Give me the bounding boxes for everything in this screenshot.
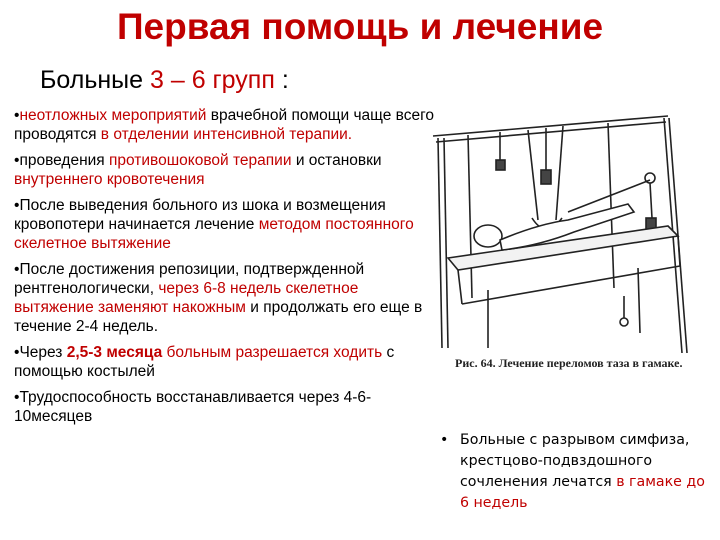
frame-left-post-2 [444, 138, 448, 348]
side-note-part-b: в гамаке до 6 недель [460, 474, 705, 511]
item-4-part-b: через 6-8 недель скелетное вытяжение заменяют накожным [14, 280, 359, 316]
bed-frame-bottom [462, 266, 680, 304]
item-6-part-a: Трудоспособность восстанавливается через 4-6-10месяцев [14, 389, 372, 425]
bullet-mark: • [14, 197, 20, 214]
bullet-list [14, 106, 439, 433]
hammock-traction-illustration [428, 108, 710, 376]
list-item-6 [14, 388, 439, 426]
item-2-part-c: и остановки [291, 152, 382, 169]
figure-caption: Рис. 64. Лечение переломов таза в гамаке. [455, 356, 683, 370]
list-item-3 [14, 196, 439, 253]
subtitle-groups: 3 – 6 групп [150, 66, 275, 94]
illustration-drawing [428, 108, 710, 376]
slide-subtitle [40, 66, 289, 95]
traction-cord [568, 180, 650, 212]
item-3-part-b: методом постоянного скелетное вытяжение [14, 216, 414, 252]
side-note-part-a: Больные с разрывом симфиза, крестцово-подвздошного сочленения лечатся [460, 432, 690, 490]
patient-head [474, 225, 502, 247]
frame-inner-post-2 [608, 123, 614, 288]
pulley [645, 173, 655, 183]
side-note-text [460, 430, 710, 514]
lower-chain-ring [620, 318, 628, 326]
side-note-bullet: • [440, 432, 449, 448]
item-5-part-c: больным разрешается ходить [162, 344, 383, 361]
item-4-part-c: и продолжать его еще в течение 2-4 недель. [14, 299, 423, 335]
item-2-part-d: внутреннего кровотечения [14, 171, 205, 188]
item-3-part-a: После выведения больного из шока и возмещения кровопотери начинается лечение [14, 197, 386, 233]
bed-leg-2 [638, 268, 640, 333]
item-1-part-a: неотложных мероприятий [19, 107, 207, 124]
side-note [440, 430, 710, 514]
list-item-5 [14, 343, 439, 381]
item-4-part-a: После достижения репозиции, подтвержденной рентгенологически, [14, 261, 365, 297]
list-item-2 [14, 151, 439, 189]
hammock-strap [528, 130, 538, 220]
slide-title: Первая помощь и лечение [116, 6, 604, 47]
item-2-part-a: проведения [19, 152, 109, 169]
traction-cord-2 [650, 183, 652, 218]
weight-middle [541, 170, 551, 184]
item-5-part-d: с помощью костылей [14, 344, 395, 380]
item-1-part-c: в отделении интенсивной терапии. [100, 126, 353, 143]
item-2-part-b: противошоковой терапии [109, 152, 292, 169]
frame-top-bar-2 [436, 122, 666, 142]
item-5-part-b: 2,5-3 месяца [66, 344, 163, 361]
bullet-mark: • [14, 152, 20, 169]
subtitle-suffix: : [274, 66, 289, 94]
bullet-mark: • [14, 389, 20, 406]
frame-top-bar [433, 116, 668, 136]
bullet-mark: • [14, 107, 20, 124]
list-item-1 [14, 106, 439, 144]
subtitle-prefix: Больные [40, 66, 150, 94]
weight-left [496, 160, 505, 170]
bullet-mark: • [14, 344, 20, 361]
item-1-part-b: врачебной помощи чаще всего проводятся [14, 107, 435, 143]
frame-inner-post [468, 135, 472, 298]
list-item-4 [14, 260, 439, 336]
hammock-strap-2 [556, 126, 563, 220]
frame-left-post [438, 138, 442, 348]
item-5-part-a: Через [19, 344, 67, 361]
bullet-mark: • [14, 261, 20, 278]
